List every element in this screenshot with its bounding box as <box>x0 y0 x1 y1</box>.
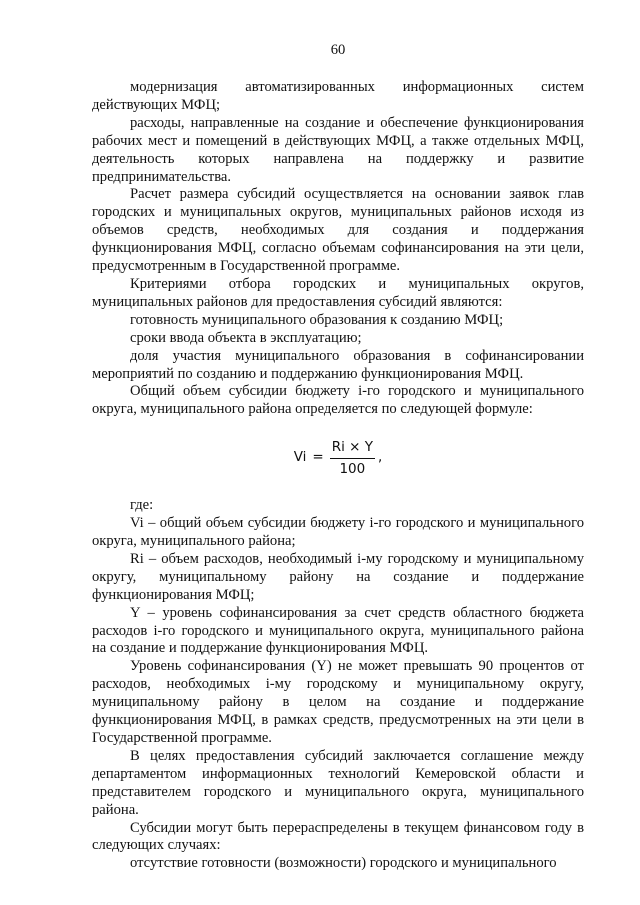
paragraph-cofinancing-limit: Уровень софинансирования (Y) не может превышать 90 процентов от расходов, необходимых i-му городскому и муниципальному округу, муниципальному району в целом на создание и поддержание функционирования МФЦ, в рамках средств, предусмотренных на эти цели в Государственной программе. <box>92 658 584 746</box>
page-number: 60 <box>330 42 346 58</box>
formula-lhs: Vi <box>293 449 307 466</box>
formula-denominator: 100 <box>339 460 366 477</box>
paragraph-redistribution: Субсидии могут быть перераспределены в текущем финансовом году в следующих случаях: <box>92 819 584 854</box>
formula-trailing-comma: , <box>378 449 383 466</box>
formula-numerator: Ri × Y <box>330 439 375 459</box>
criterion-cofinancing-share: доля участия муниципального образования в софинансировании мероприятий по созданию и поддержанию функционирования МФЦ. <box>92 347 584 382</box>
definition-ri: Ri – объем расходов, необходимый i-му городскому и муниципальному округу, муниципальному району на создание и поддержание функционирования МФЦ; <box>92 550 584 603</box>
criterion-commissioning-dates: сроки ввода объекта в эксплуатацию; <box>130 329 362 346</box>
paragraph-agreement: В целях предоставления субсидий заключается соглашение между департаментом информационных технологий Кемеровской области и представителем городского и муниципального округа, муниципального района. <box>92 747 584 818</box>
paragraph-selection-criteria: Критериями отбора городских и муниципальных округов, муниципальных районов для предоставления субсидий являются: <box>92 275 584 310</box>
paragraph-absence-readiness: отсутствие готовности (возможности) городского и муниципального <box>130 855 557 872</box>
paragraph-expenses: расходы, направленные на создание и обеспечение функционирования рабочих мест и помещений в действующих МФЦ, а также отдельных МФЦ, деятельность которых направлена на поддержку и развитие предпринимательства. <box>92 114 584 185</box>
formula-equals: = <box>312 449 324 466</box>
definition-vi: Vi – общий объем субсидии бюджету i-го городского и муниципального округа, муниципального района; <box>92 515 584 550</box>
criterion-readiness: готовность муниципального образования к созданию МФЦ; <box>130 311 504 328</box>
paragraph-modernization: модернизация автоматизированных информационных систем действующих МФЦ; <box>92 79 584 113</box>
where-label: где: <box>130 497 154 514</box>
formula-fraction <box>330 439 375 478</box>
subsidy-formula <box>92 433 584 483</box>
paragraph-calculation-basis: Расчет размера субсидий осуществляется на основании заявок глав городских и муниципальных округов, муниципальных районов исходя из объемов средств, необходимых для создания и поддержания функционирования МФЦ, согласно объемам софинансирования на эти цели, предусмотренным в Государственной программе. <box>92 186 584 275</box>
definition-y: Y – уровень софинансирования за счет средств областного бюджета расходов i-го городского и муниципального округа, муниципального района на создание и поддержание функционирования МФЦ. <box>92 604 584 657</box>
paragraph-formula-intro: Общий объем субсидии бюджету i-го городского и муниципального округа, муниципального района определяется по следующей формуле: <box>92 383 584 418</box>
